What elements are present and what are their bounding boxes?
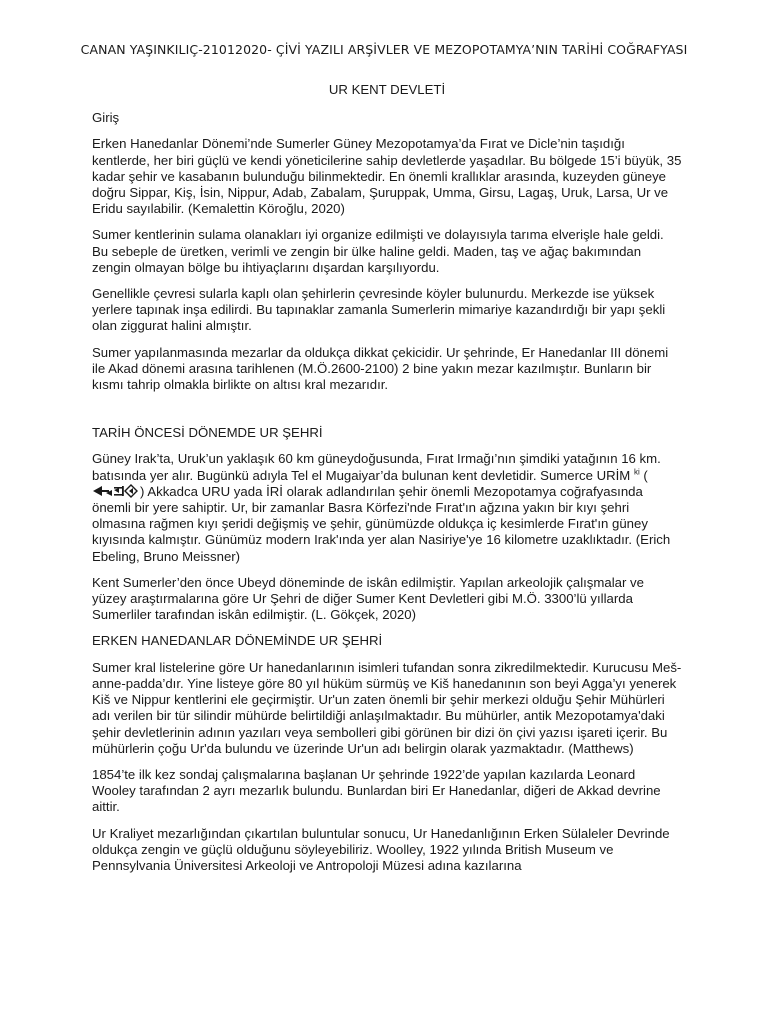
intro-paragraph-1: Erken Hanedanlar Dönemi’nde Sumerler Güney Mezopotamya’da Fırat ve Dicle’nin taşıdığı kentlerde, her biri güçlü ve kendi yöneticilerine sahip devletlerde yaşadılar. Bu bölgede 15’i büyük, 35 kadar şehir ve kasabanın bulunduğu bilinmektedir. En önemli krallıklar arasında, kuzeyden güneye doğru Sippar, Kiş, İsin, Nippur, Adab, Zabalam, Şuruppak, Umma, Girsu, Lagaş, Uruk, Larsa, Ur ve Eridu sayılabilir. (Kemalettin Köroğlu, 2020) bbox=[92, 136, 682, 217]
section-heading-early-dynastic: ERKEN HANEDANLAR DÖNEMİNDE UR ŞEHRİ bbox=[92, 633, 383, 649]
intro-heading: Giriş bbox=[92, 110, 120, 126]
document-title: UR KENT DEVLETİ bbox=[328, 82, 446, 97]
intro-paragraph-4: Sumer yapılanmasında mezarlar da oldukça dikkat çekicidir. Ur şehrinde, Er Hanedanlar III dönemi ile Akad dönemi arasına tarihlenen (M.Ö.2600-2100) 2 bine yakın mezar kazılmıştır. Bunların bir kısmı tahrip olmakla birlikte on altısı kral mezarıdır. bbox=[92, 344, 669, 393]
cuneiform-urim-icon bbox=[92, 484, 140, 498]
intro-paragraph-2: Sumer kentlerinin sulama olanakları iyi organize edilmişti ve dolayısıyla tarıma elverişle hale geldi. Bu sebeple de üretken, verimli ve zengin bir ülke haline geldi. Maden, taş ve ağaç bakımından zengin olmayan bölge bu ihtiyaçlarını dışardan karşılıyordu. bbox=[92, 227, 664, 275]
intro-paragraph-3: Genellikle çevresi sularla kaplı olan şehirlerin çevresinde köyler bulunurdu. Merkezde ise yüksek yerlere tapınak inşa edilirdi. Bu tapınaklar zamanla Sumerlerin mimariye kazandırdığı bir yapı şekli olan ziggurat halini almıştır. bbox=[92, 286, 666, 334]
early-dynastic-paragraph-2: 1854’te ilk kez sondaj çalışmalarına başlanan Ur şehrinde 1922’de yapılan kazılarda Leonard Wooley tarafından 2 ayrı mezarlık bulundu. Bunlardan biri Er Hanedanlar, diğeri de Akkad devrine aittir. bbox=[92, 766, 661, 815]
document-body bbox=[92, 82, 682, 884]
prehistoric-text-b: ) Akkadca URU yada İRİ olarak adlandırılan şehir önemli Mezopotamya coğrafyasında önemli bir yere sahiptir. Ur, bir zamanlar Basra Körfezi'nde Fırat'ın ağzına yakın bir kıyı şehri olmasına rağmen kıyı şeridi değişmiş ve şehir, günümüzde oldukça iç kesimlerde Fırat'ın güney kıyısında kalmıştır. Günümüz modern Irak'ında yer alan Nasiriye'ye 16 kilometre uzaklıktadır. (Erich Ebeling, Bruno Meissner) bbox=[92, 483, 671, 564]
paren-open: ( bbox=[639, 467, 648, 483]
prehistoric-paragraph-1 bbox=[92, 451, 682, 564]
section-heading-prehistoric: TARİH ÖNCESİ DÖNEMDE UR ŞEHRİ bbox=[92, 425, 323, 441]
early-dynastic-paragraph-1: Sumer kral listelerine göre Ur hanedanlarının isimleri tufandan sonra zikredilmektedir. Kurucusu Meš-anne-padda’dır. Yine listeye göre 80 yıl hüküm sürmüş ve Kiš hanedanının son beyi Agga’yı yenerek Kiš ve Nippur kentlerini ele geçirmiştir. Ur'un zaten önemli bir şehir merkezi olduğu Şehir Mühürleri adı verilen bir tür silindir mühürde belirtildiği anlaşılmaktadır. Bu mühürler, antik Mezopotamya'daki şehir devletlerinin adının yazıları veya sembolleri gibi görünen bir dizi ön çivi yazısı işareti içerir. Bu mühürlerin çoğu Ur'da bulundu ve üzerinde Ur'un adı belirgin olarak yazmaktadır. (Matthews) bbox=[92, 659, 682, 756]
prehistoric-paragraph-2: Kent Sumerler’den önce Ubeyd döneminde de iskân edilmiştir. Yapılan arkeolojik çalışmalar ve yüzey araştırmalarına göre Ur Şehri de diğer Sumer Kent Devletleri gibi M.Ö. 3300’lü yıllarda Sumerliler tarafından iskân edilmiştir. (L. Gökçek, 2020) bbox=[92, 574, 644, 623]
document-header: CANAN YAŞINKILIÇ-21012020- ÇİVİ YAZILI ARŞİVLER VE MEZOPOTAMYA’NIN TARİHİ COĞRAFYASI bbox=[80, 42, 688, 57]
ki-superscript: ki bbox=[633, 467, 640, 477]
early-dynastic-paragraph-3: Ur Kraliyet mezarlığından çıkartılan buluntular sonucu, Ur Hanedanlığının Erken Sülaleler Devrinde oldukça zengin ve güçlü olduğunu söyleyebiliriz. Woolley, 1922 yılında British Museum ve Pennsylvania Üniversitesi Arkeoloji ve Antropoloji Müzesi adına kazılarına bbox=[92, 825, 670, 873]
section-spacer bbox=[92, 403, 682, 425]
prehistoric-text-a: Güney Irak’ta, Uruk’un yaklaşık 60 km güneydoğusunda, Fırat Irmağı’nın şimdiki yatağının 16 km. batısında yer alır. Bugünkü adıyla Tel el Mugaiyar’da bulunan kent devletidir. Sumerce URİM bbox=[92, 451, 661, 483]
